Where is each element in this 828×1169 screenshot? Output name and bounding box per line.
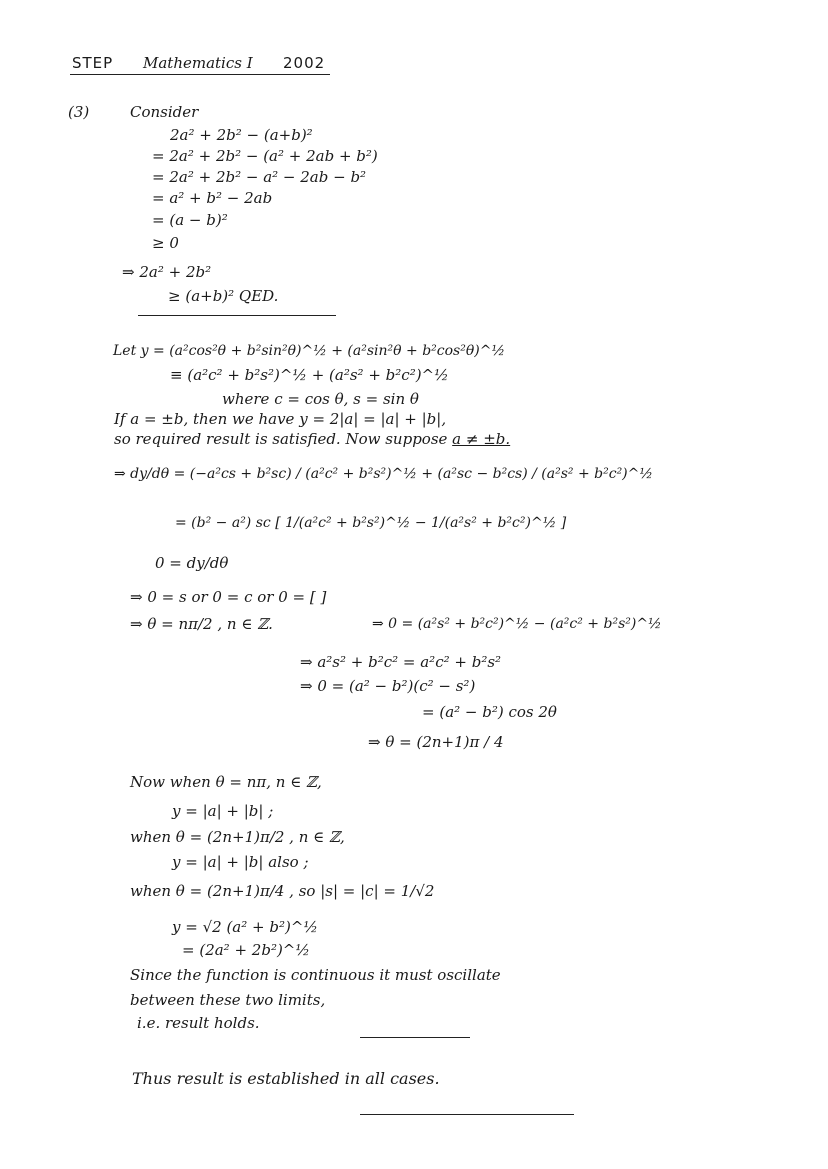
solution-line: y = √2 (a² + b²)^½ [172, 918, 318, 936]
solution-line: = 2a² + 2b² − a² − 2ab − b² [152, 168, 367, 186]
solution-line: ⇒ a²s² + b²c² = a²c² + b²s² [300, 653, 502, 671]
solution-line: ⇒ θ = nπ/2 , n ∈ ℤ. [130, 615, 273, 633]
solution-line: = (2a² + 2b²)^½ [182, 941, 310, 959]
solution-text: so required result is satisfied. Now suppose [114, 430, 453, 448]
solution-line: when θ = (2n+1)π/4 , so |s| = |c| = 1/√2 [130, 882, 435, 900]
solution-line: ≥ (a+b)² QED. [168, 287, 279, 305]
solution-line: ≥ 0 [152, 234, 179, 252]
solution-line: ⇒ 2a² + 2b² [122, 263, 212, 281]
solution-line: 0 = dy/dθ [155, 554, 229, 572]
solution-line: = (b² − a²) sc [ 1/(a²c² + b²s²)^½ − 1/(a²s² + b²c²)^½ ] [175, 515, 567, 531]
solution-line: = 2a² + 2b² − (a² + 2ab + b²) [152, 147, 378, 165]
header-year: 2002 [283, 54, 326, 72]
solution-line: Let y = (a²cos²θ + b²sin²θ)^½ + (a²sin²θ + b²cos²θ)^½ [113, 343, 506, 359]
header-title: Mathematics I [143, 54, 253, 72]
solution-line: where c = cos θ, s = sin θ [222, 390, 419, 408]
solution-line: ⇒ 0 = s or 0 = c or 0 = [ ] [130, 588, 327, 606]
header-step: STEP [72, 54, 114, 72]
solution-line: ⇒ 0 = (a² − b²)(c² − s²) [300, 677, 476, 695]
solution-line: between these two limits, [130, 991, 326, 1009]
solution-line: = a² + b² − 2ab [152, 189, 273, 207]
solution-line: i.e. result holds. [137, 1014, 260, 1032]
solution-line: y = |a| + |b| ; [172, 802, 274, 820]
solution-line: = (a² − b²) cos 2θ [422, 703, 557, 721]
solution-line: ⇒ 0 = (a²s² + b²c²)^½ − (a²c² + b²s²)^½ [372, 616, 662, 632]
divider-rule [138, 315, 336, 316]
solution-line [114, 430, 510, 448]
solution-line: ≡ (a²c² + b²s²)^½ + (a²s² + b²c²)^½ [170, 366, 449, 384]
solution-line: y = |a| + |b| also ; [172, 853, 309, 871]
question-number: (3) [68, 103, 90, 121]
supposition-underlined: a ≠ ±b. [452, 430, 511, 448]
solution-line: ⇒ dy/dθ = (−a²cs + b²sc) / (a²c² + b²s²)^½ + (a²sc − b²cs) / (a²s² + b²c²)^½ [114, 466, 653, 482]
solution-line: 2a² + 2b² − (a+b)² [170, 126, 313, 144]
conclusion-line: Thus result is established in all cases. [132, 1069, 440, 1088]
solution-line: Now when θ = nπ, n ∈ ℤ, [130, 773, 322, 791]
divider-rule [360, 1114, 574, 1115]
solution-line: = (a − b)² [152, 211, 228, 229]
solution-line: Consider [130, 103, 199, 121]
solution-line: If a = ±b, then we have y = 2|a| = |a| + |b|, [114, 410, 447, 428]
solution-line: Since the function is continuous it must oscillate [130, 966, 501, 984]
solution-line: when θ = (2n+1)π/2 , n ∈ ℤ, [130, 828, 345, 846]
solution-line: ⇒ θ = (2n+1)π / 4 [368, 733, 504, 751]
header-underline [70, 74, 330, 75]
divider-rule [360, 1037, 470, 1038]
